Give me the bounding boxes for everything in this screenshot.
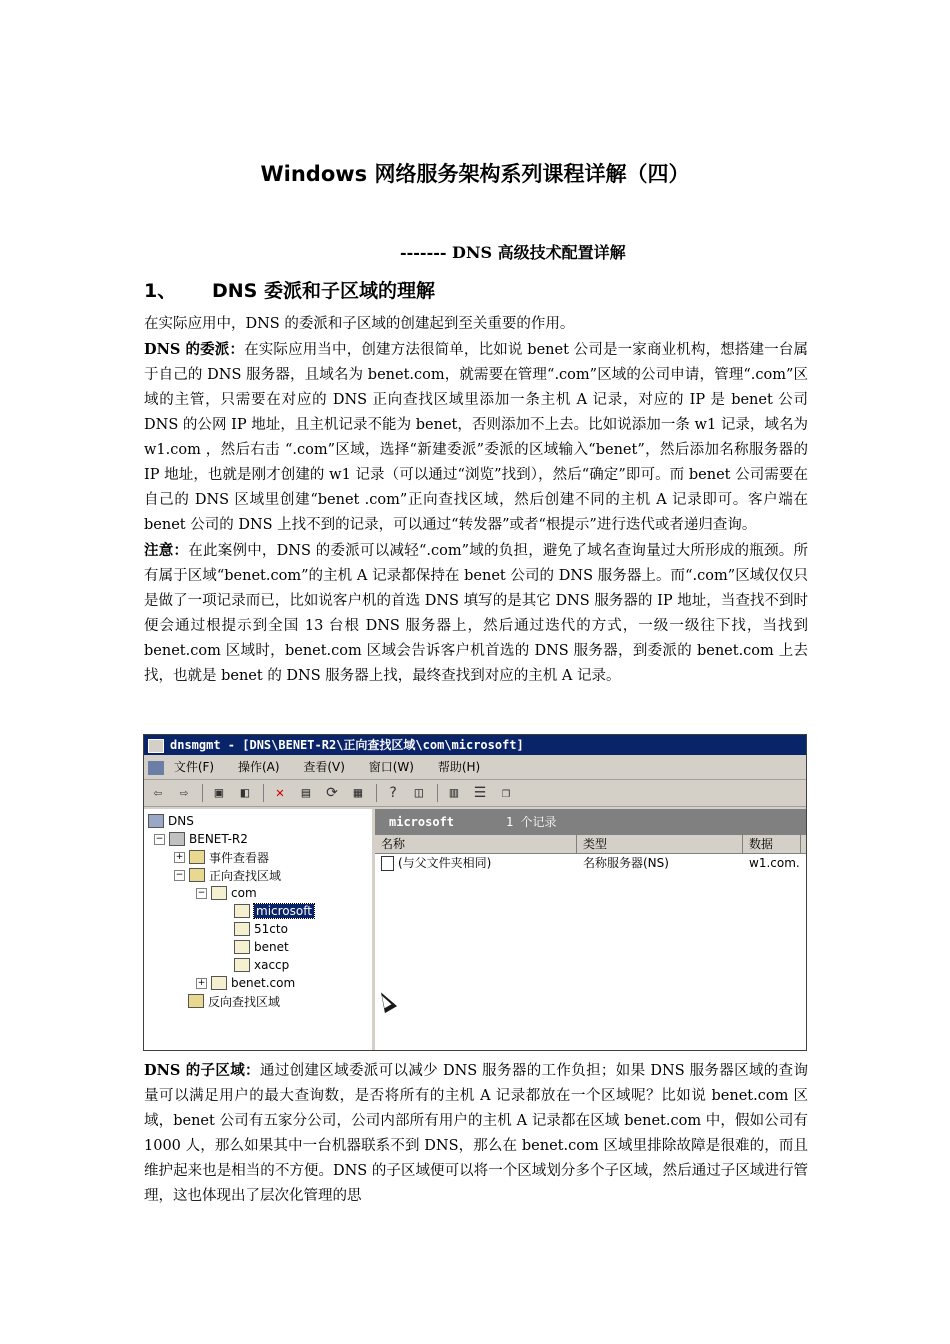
dns-icon <box>148 814 164 828</box>
section-number: 1、 <box>144 280 177 302</box>
delete-icon[interactable]: ✕ <box>275 785 285 801</box>
tree-label: 事件查看器 <box>209 850 270 865</box>
tree-node-dns[interactable] <box>148 813 194 829</box>
toolbar-separator <box>202 784 203 802</box>
tree-label: BENET-R2 <box>189 832 248 846</box>
forward-arrow-icon[interactable]: ⇨ <box>179 785 189 801</box>
menu-action[interactable]: 操作(A) <box>237 760 280 774</box>
paragraph-delegation <box>144 337 808 538</box>
delegation-icon <box>234 940 250 954</box>
show-tree-icon[interactable]: ◧ <box>240 785 250 801</box>
help-icon[interactable]: ? <box>388 785 398 801</box>
folder-icon <box>189 868 205 882</box>
tree-node-51cto[interactable] <box>234 921 288 937</box>
tree-label: microsoft <box>256 904 312 918</box>
tree-label: 51cto <box>254 922 288 936</box>
section-heading <box>144 276 435 303</box>
page-title: Windows 网络服务架构系列课程详解（四） <box>260 162 690 186</box>
toolbar-separator <box>437 784 438 802</box>
column-header-data[interactable]: 数据 <box>743 835 801 853</box>
tree-node-benet-com[interactable] <box>196 975 295 991</box>
column-header-name[interactable]: 名称 <box>375 835 577 853</box>
console-view-icon[interactable]: ◫ <box>414 785 424 801</box>
tree-node-com[interactable] <box>196 885 257 901</box>
up-folder-icon[interactable]: ▣ <box>214 785 224 801</box>
paragraph-intro: 在实际应用中，DNS 的委派和子区域的创建起到至关重要的作用。 <box>144 316 575 332</box>
body-text-bottom <box>144 1058 808 1209</box>
tree-node-microsoft[interactable] <box>234 903 314 919</box>
toolbar-separator <box>376 784 377 802</box>
collapse-icon[interactable]: − <box>175 869 184 880</box>
console-icon <box>148 761 164 775</box>
banner-count: 1 个记录 <box>506 815 557 829</box>
menu-view[interactable]: 查看(V) <box>303 760 345 774</box>
zone-icon <box>211 976 227 990</box>
server-icon <box>169 832 185 846</box>
menu-file[interactable]: 文件(F) <box>173 760 215 774</box>
tree-label: 正向查找区域 <box>209 868 282 883</box>
server-icon[interactable]: ▥ <box>449 785 459 801</box>
expand-icon[interactable]: + <box>175 851 184 862</box>
menu-window[interactable]: 窗口(W) <box>368 760 414 774</box>
note-label: 注意： <box>144 542 189 559</box>
panes <box>144 809 806 1050</box>
tree-node-server[interactable] <box>154 831 248 847</box>
record-data: w1.com. <box>749 856 800 870</box>
page-subtitle: ------- DNS 高级技术配置详解 <box>400 243 626 262</box>
tree-label: com <box>231 886 257 900</box>
record-name-cell <box>375 854 577 872</box>
tree-node-event-viewer[interactable] <box>174 849 269 865</box>
column-header-type[interactable]: 类型 <box>577 835 743 853</box>
delegation-label: DNS 的委派： <box>144 341 245 358</box>
delegation-text: 在实际应用当中，创建方法很简单，比如说 benet 公司是一家商业机构，想搭建一台属于自己的 DNS 服务器，且域名为 benet.com，就需要在管理“.com”区域的公司申请，管理“.com”区域的主管，只需要在对应的 DNS 正向查找区域里添加一条主机 A 记录，对应的 IP 是 benet 公司 DNS 的公网 IP 地址，且主机记录不能为 benet，否则添加不上去。比如说添加一条 w1 记录，域名为 w1.com ，然后右击 “.com”区域，选择“新建委派”委派的区域输入“benet”，然后添加名称服务器的 IP 地址，也就是刚才创建的 w1 记录（可以通过“浏览”找到），然后“确定”即可。而 benet 公司需要在自己的 DNS 区域里创建“benet .com”正向查找区域，然后创建不同的主机 A 记录即可。客户端在 benet 公司的 DNS 上找不到的记录，可以通过“转发器”或者“根提示”进行迭代或者递归查询。 <box>144 342 808 533</box>
window-title: dnsmgmt - [DNS\BENET-R2\正向查找区域\com\microsoft] <box>170 738 524 752</box>
tree-node-benet[interactable] <box>234 939 289 955</box>
expand-icon[interactable]: + <box>197 977 206 988</box>
column-headers <box>375 835 806 854</box>
list-banner <box>375 809 806 835</box>
subzone-text: 通过创建区域委派可以减少 DNS 服务器的工作负担；如果 DNS 服务器区域的查询量可以满足用户的最大查询数，是否将所有的主机 A 记录都放在一个区域呢？比如说 benet.com 区域，benet 公司有五家分公司，公司内部所有用户的主机 A 记录都在区域 benet.com 中，假如公司有 1000 人，那么如果其中一台机器联系不到 DNS，那么在 benet.com 区域里排除故障是很难的，而且维护起来也是相当的不方便。DNS 的子区域便可以将一个区域划分多个子区域，然后通过子区域进行管理，这也体现出了层次化管理的思 <box>144 1063 808 1204</box>
list-pane <box>375 809 806 1050</box>
tree-node-forward-zones[interactable] <box>174 867 281 883</box>
tree-node-xaccp[interactable] <box>234 957 289 973</box>
record-type: 名称服务器(NS) <box>583 856 669 870</box>
collapse-icon[interactable]: − <box>155 833 164 844</box>
delegation-icon <box>234 922 250 936</box>
copy-icon[interactable]: ❐ <box>501 785 511 801</box>
app-icon <box>148 739 164 753</box>
delegation-icon <box>234 904 250 918</box>
delegation-icon <box>234 958 250 972</box>
window-titlebar <box>144 735 806 755</box>
tree-label: 反向查找区域 <box>208 994 281 1009</box>
record-icon <box>381 856 394 871</box>
zone-icon <box>211 886 227 900</box>
dns-manager-screenshot <box>143 734 807 1051</box>
tree-label: benet.com <box>231 976 296 990</box>
event-viewer-icon <box>189 850 205 864</box>
properties-icon[interactable]: ▤ <box>301 785 311 801</box>
collapse-icon[interactable]: − <box>197 887 206 898</box>
tree-node-reverse-zones[interactable] <box>188 993 280 1009</box>
paragraph-subzone <box>144 1058 808 1209</box>
folder-icon <box>188 994 204 1008</box>
tree-label: DNS <box>168 814 194 828</box>
toolbar <box>144 780 806 807</box>
body-text-top <box>144 312 808 689</box>
tree-label: xaccp <box>254 958 290 972</box>
tree-label: benet <box>254 940 289 954</box>
section-title: DNS 委派和子区域的理解 <box>212 280 435 302</box>
record-name: (与父文件夹相同) <box>398 856 492 870</box>
note-text: 在此案例中，DNS 的委派可以减轻“.com”域的负担，避免了域名查询量过大所形成的瓶颈。所有属于区域“benet.com”的主机 A 记录都保持在 benet 公司的 DNS 服务器上。而“.com”区域仅仅只是做了一项记录而已，比如说客户机的首选 DNS 填写的是其它 DNS 服务器的 IP 地址，当查找不到时便会通过根提示到全国 13 台根 DNS 服务器上，然后通过迭代的方式，一级一级往下找，当找到 benet.com 区域时，benet.com 区域会告诉客户机首选的 DNS 服务器，到委派的 benet.com 上去找，也就是 benet 的 DNS 服务器上找，最终查找到对应的主机 A 记录。 <box>144 543 809 684</box>
tree-pane <box>144 809 375 1050</box>
refresh-icon[interactable]: ⟳ <box>326 785 338 801</box>
back-arrow-icon[interactable]: ⇦ <box>153 785 163 801</box>
paragraph-note <box>144 538 808 689</box>
toolbar-separator <box>263 784 264 802</box>
record-row[interactable] <box>375 854 806 872</box>
list-icon[interactable]: ☰ <box>473 785 487 801</box>
menubar <box>144 755 806 780</box>
export-icon[interactable]: ▦ <box>353 785 363 801</box>
banner-name: microsoft <box>389 815 455 829</box>
subzone-label: DNS 的子区域： <box>144 1062 260 1079</box>
menu-help[interactable]: 帮助(H) <box>437 760 481 774</box>
